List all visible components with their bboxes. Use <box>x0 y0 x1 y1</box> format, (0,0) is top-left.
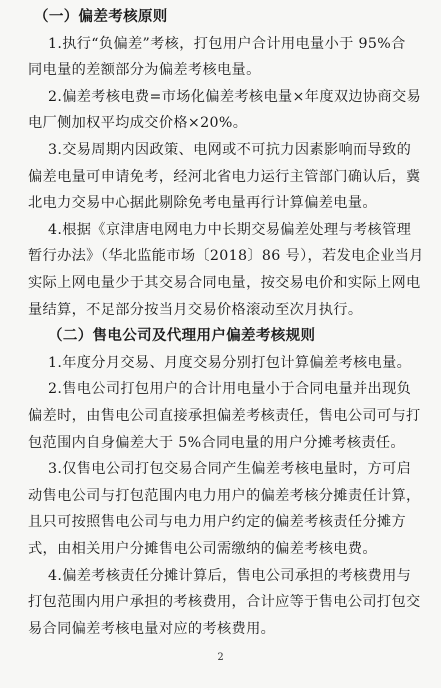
page-number: 2 <box>217 652 224 663</box>
paragraph-line: 4.根据《京津唐电网电力中长期交易偏差处理与考核管理 <box>48 221 412 238</box>
paragraph-line: 动售电公司与打包范围内电力用户的偏差考核分摊责任计算， <box>28 487 421 504</box>
paragraph-line: 1.年度分月交易、月度交易分别打包计算偏差考核电量。 <box>48 354 412 371</box>
paragraph-line: 2.偏差考核电费=市场化偏差考核电量×年度双边协商交易 <box>48 88 422 105</box>
paragraph-line: 且只可按照售电公司与电力用户约定的偏差考核责任分摊方 <box>28 514 406 531</box>
paragraph-line: 1.执行“负偏差”考核，打包用户合计用电量小于 95%合 <box>48 35 406 52</box>
paragraph-line: 3.交易周期内因政策、电网或不可抗力因素影响而导致的 <box>48 142 412 158</box>
section-heading: （一）偏差考核原则 <box>34 9 168 25</box>
paragraph-line: 暂行办法》（华北监能市场〔2018〕86 号），若发电企业当月 <box>28 248 424 265</box>
paragraph-line: 同电量的差额部分为偏差考核电量。 <box>28 62 261 79</box>
paragraph-line: 打包范围内用户承担的考核费用，合计应等于售电公司打包交 <box>28 594 421 611</box>
paragraph-line: 实际上网电量少于其交易合同电量，按交易电价和实际上网电 <box>28 275 421 291</box>
paragraph-line: 包范围内自身偏差大于 5%合同电量的用户分摊考核责任。 <box>28 434 405 451</box>
paragraph-line: 式，由相关用户分摊售电公司需缴纳的偏差考核电费。 <box>28 541 377 557</box>
paragraph-line: 3.仅售电公司打包交易合同产生偏差考核电量时，方可启 <box>48 461 412 478</box>
paragraph-line: 4.偏差考核责任分摊计算后，售电公司承担的考核费用与 <box>48 567 412 584</box>
paragraph-line: 易合同偏差考核电量对应的考核费用。 <box>28 620 276 637</box>
paragraph-line: 偏差时，由售电公司直接承担偏差考核责任，售电公司可与打 <box>28 408 421 424</box>
paragraph-line: 北电力交易中心据此剔除免考电量再行计算偏差电量。 <box>28 195 377 212</box>
paragraph-line: 2.售电公司打包用户的合计用电量小于合同电量并出现负 <box>48 381 412 398</box>
paragraph-line: 偏差电量可申请免考，经河北省电力运行主管部门确认后，冀 <box>28 168 421 185</box>
paragraph-line: 电厂侧加权平均成交价格×20%。 <box>28 115 248 132</box>
paragraph-line: 量结算，不足部分按当月交易价格滚动至次月执行。 <box>28 301 363 318</box>
section-heading: （二）售电公司及代理用户偏差考核规则 <box>48 328 316 345</box>
